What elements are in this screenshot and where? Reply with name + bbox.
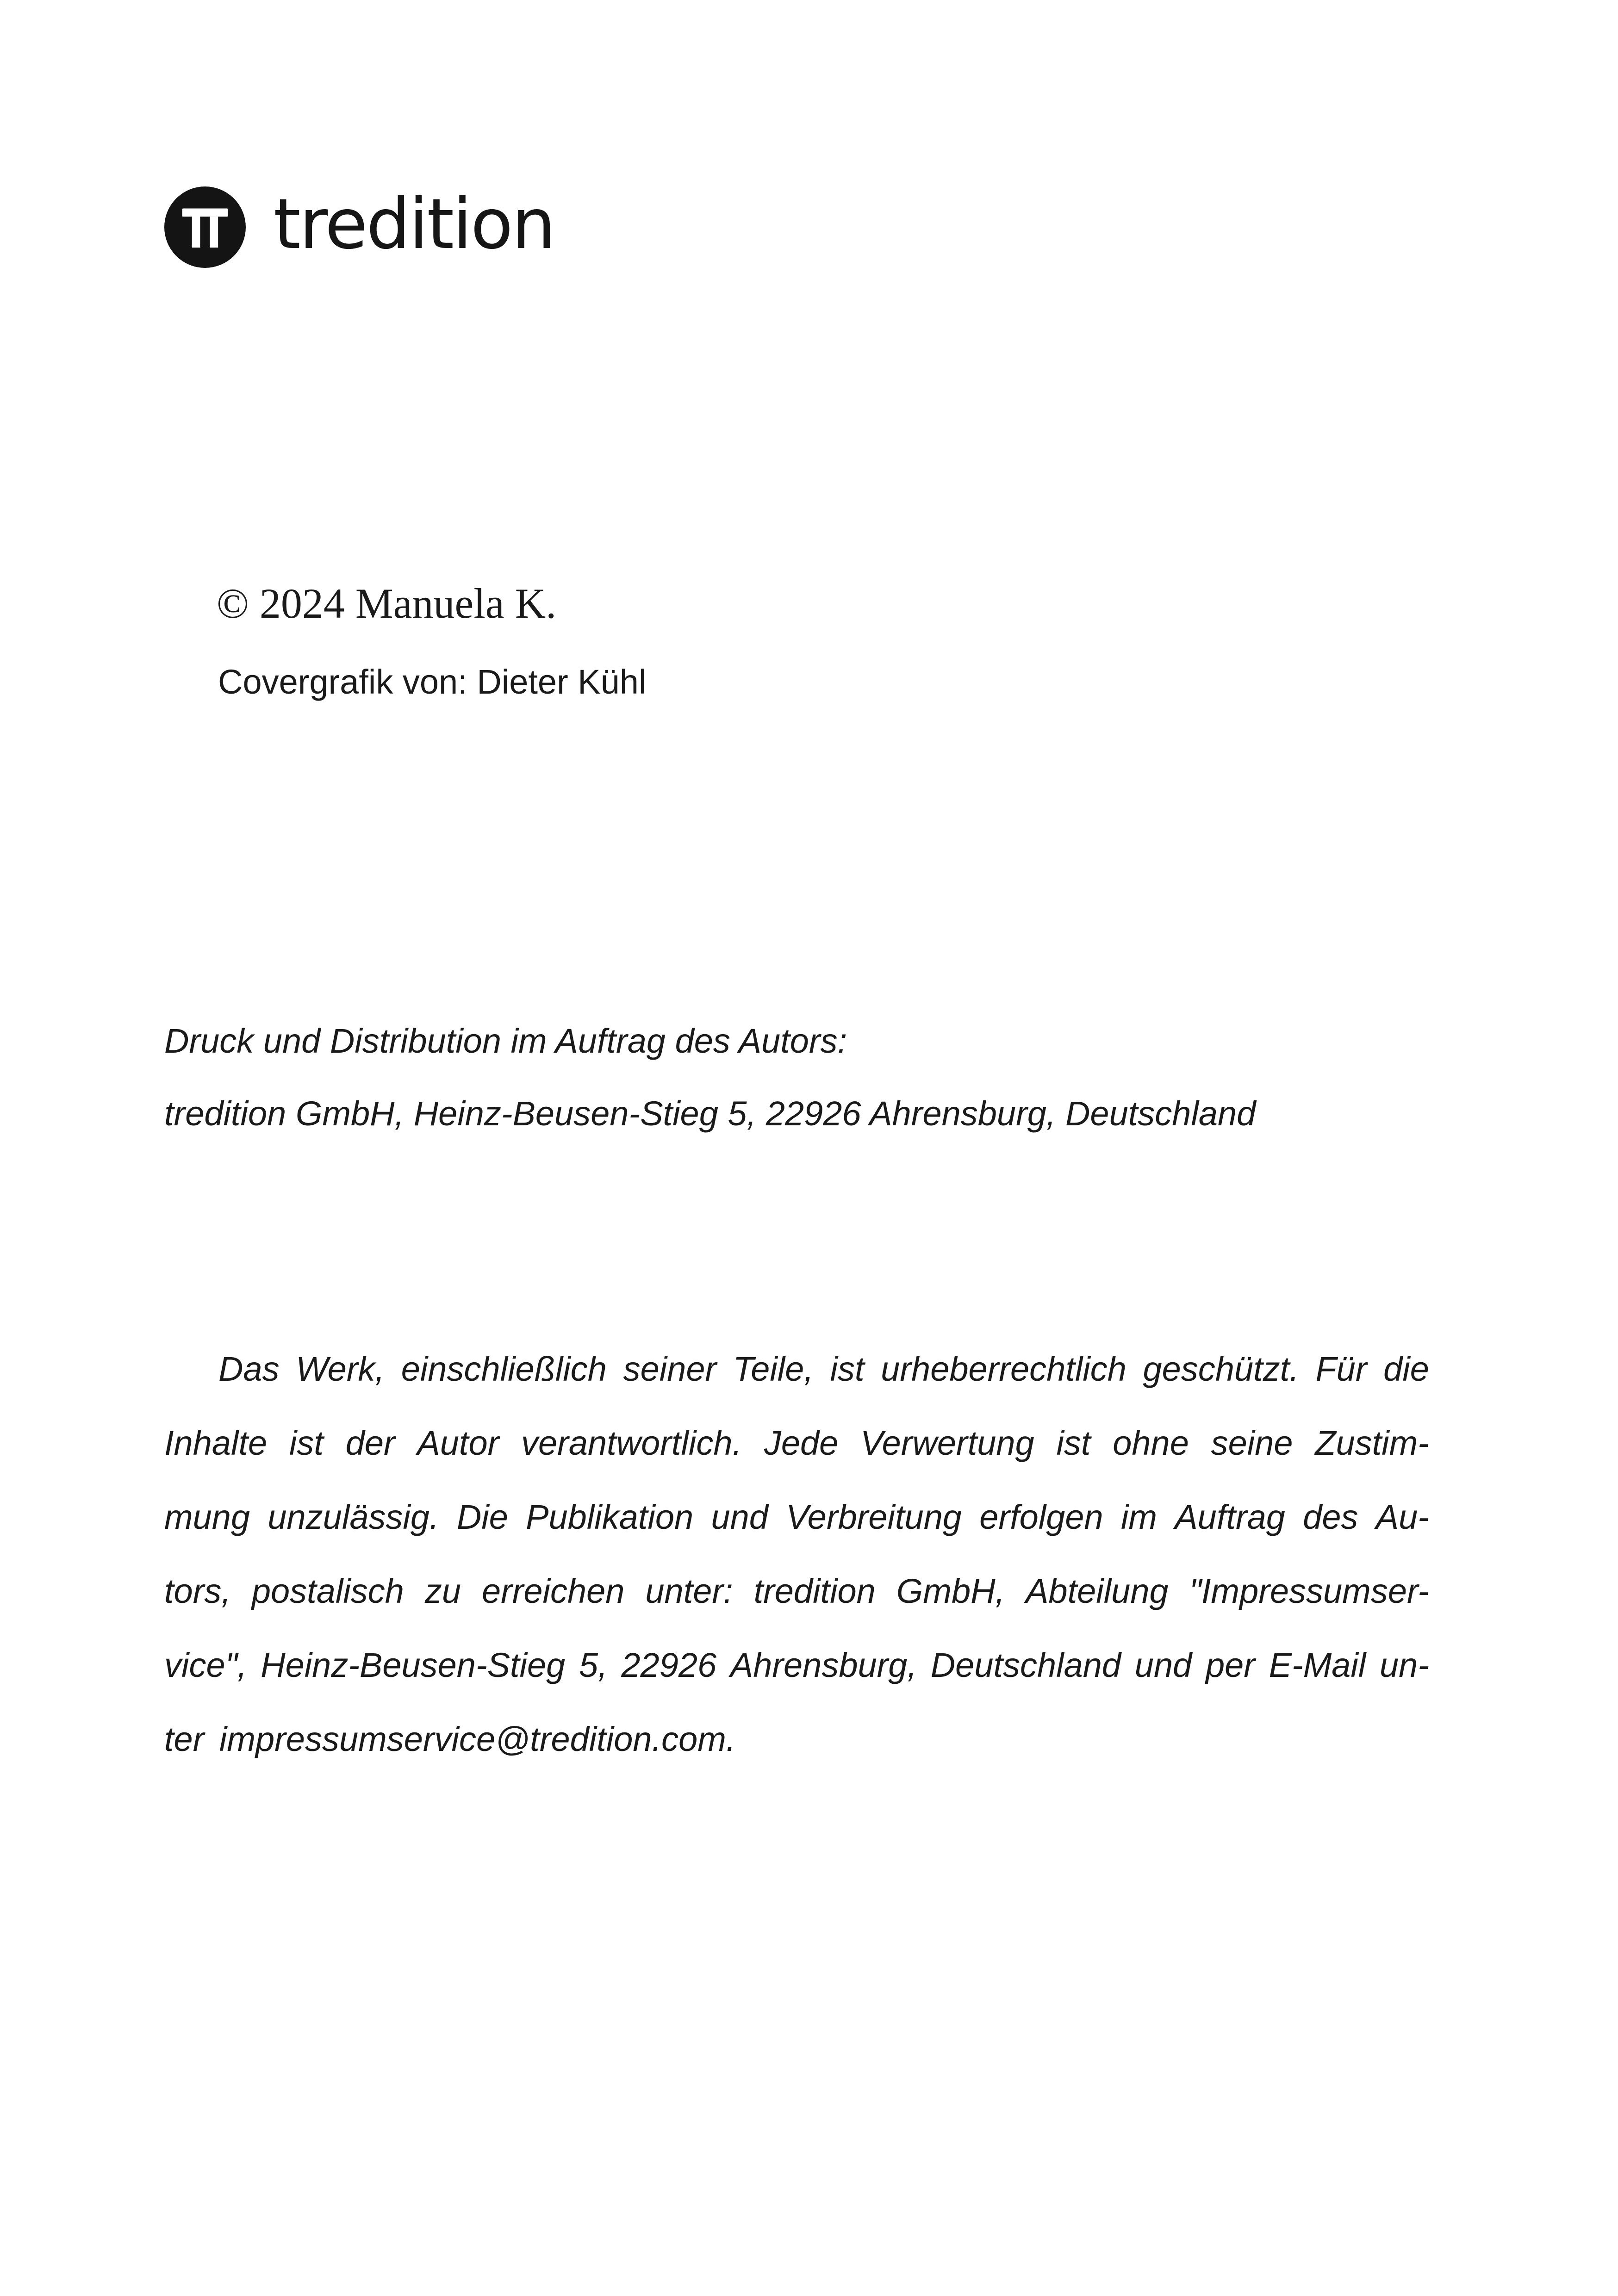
legal-notice-word: und <box>1134 1646 1192 1684</box>
legal-notice-word: Ahrensburg, <box>730 1646 917 1684</box>
legal-notice-word: unzulässig. <box>268 1498 439 1536</box>
legal-notice-word: "Impressumser- <box>1189 1572 1429 1610</box>
legal-notice-word: geschützt. <box>1143 1350 1299 1388</box>
legal-notice-word: GmbH, <box>896 1572 1005 1610</box>
legal-notice-line <box>164 1642 1429 1716</box>
legal-notice-word: verantwortlich. <box>521 1424 742 1462</box>
legal-notice-word: seine <box>1211 1424 1293 1462</box>
legal-notice-word: ist <box>830 1350 865 1388</box>
distribution-block <box>164 1005 1256 1150</box>
legal-notice-word: Abteilung <box>1026 1572 1169 1610</box>
legal-notice-word: E-Mail <box>1269 1646 1366 1684</box>
legal-notice-line <box>164 1494 1429 1568</box>
legal-notice-word: tors, <box>164 1572 231 1610</box>
legal-notice-word: Für <box>1315 1350 1367 1388</box>
legal-notice-word: die <box>1383 1350 1429 1388</box>
copyright-line: © 2024 Manuela K. <box>217 580 557 627</box>
legal-notice <box>164 1346 1429 1790</box>
legal-notice-word: urheberrechtlich <box>881 1350 1126 1388</box>
legal-notice-word: Deutschland <box>930 1646 1121 1684</box>
legal-notice-line <box>164 1346 1429 1420</box>
legal-notice-word: Autor <box>417 1424 499 1462</box>
legal-notice-word: Die <box>456 1498 508 1536</box>
legal-notice-word: Teile, <box>733 1350 814 1388</box>
legal-notice-word: per <box>1205 1646 1255 1684</box>
legal-notice-word: Verwertung <box>860 1424 1034 1462</box>
legal-notice-line <box>164 1568 1429 1642</box>
legal-notice-line <box>164 1716 1429 1790</box>
legal-notice-word: im <box>1120 1498 1157 1536</box>
legal-notice-word: 5, <box>579 1646 608 1684</box>
legal-notice-word: einschließlich <box>401 1350 607 1388</box>
legal-notice-word: un- <box>1380 1646 1429 1684</box>
legal-notice-word: 22926 <box>621 1646 717 1684</box>
legal-notice-word: seiner <box>623 1350 717 1388</box>
distribution-address: tredition GmbH, Heinz-Beusen-Stieg 5, 22926 Ahrensburg, Deutschland <box>164 1094 1256 1133</box>
legal-notice-word: Auftrag <box>1175 1498 1285 1536</box>
legal-notice-word: erfolgen <box>979 1498 1103 1536</box>
legal-notice-word: erreichen <box>481 1572 625 1610</box>
legal-notice-word: Jede <box>764 1424 839 1462</box>
legal-notice-word: mung <box>164 1498 250 1536</box>
legal-notice-word: Publikation <box>526 1498 694 1536</box>
publisher-logo <box>164 184 554 270</box>
legal-notice-word: tredition <box>753 1572 876 1610</box>
legal-notice-word: postalisch <box>251 1572 404 1610</box>
legal-notice-word: ist <box>289 1424 324 1462</box>
legal-notice-word: vice", <box>164 1646 247 1684</box>
legal-notice-word: Heinz-Beusen-Stieg <box>261 1646 566 1684</box>
legal-notice-word: und <box>711 1498 768 1536</box>
legal-notice-word: impressumservice@tredition.com. <box>219 1720 736 1758</box>
legal-notice-word: Au- <box>1375 1498 1429 1536</box>
legal-notice-word: Inhalte <box>164 1424 268 1462</box>
legal-notice-word: Das <box>218 1350 280 1388</box>
legal-notice-word: Zustim- <box>1315 1424 1429 1462</box>
legal-notice-word: ohne <box>1113 1424 1189 1462</box>
legal-notice-word: Werk, <box>296 1350 385 1388</box>
legal-notice-word: ter <box>164 1720 205 1758</box>
legal-notice-word: Verbreitung <box>786 1498 962 1536</box>
cover-credit: Covergrafik von: Dieter Kühl <box>218 663 647 701</box>
legal-notice-word: zu <box>424 1572 461 1610</box>
legal-notice-word: unter: <box>645 1572 733 1610</box>
logo-wordmark: tredition <box>274 184 554 265</box>
tredition-logo-icon <box>164 186 246 268</box>
legal-notice-word: ist <box>1056 1424 1091 1462</box>
legal-notice-word: des <box>1303 1498 1358 1536</box>
distribution-line: Druck und Distribution im Auftrag des Autors: <box>164 1022 847 1060</box>
legal-notice-line <box>164 1420 1429 1494</box>
legal-notice-word: der <box>345 1424 395 1462</box>
